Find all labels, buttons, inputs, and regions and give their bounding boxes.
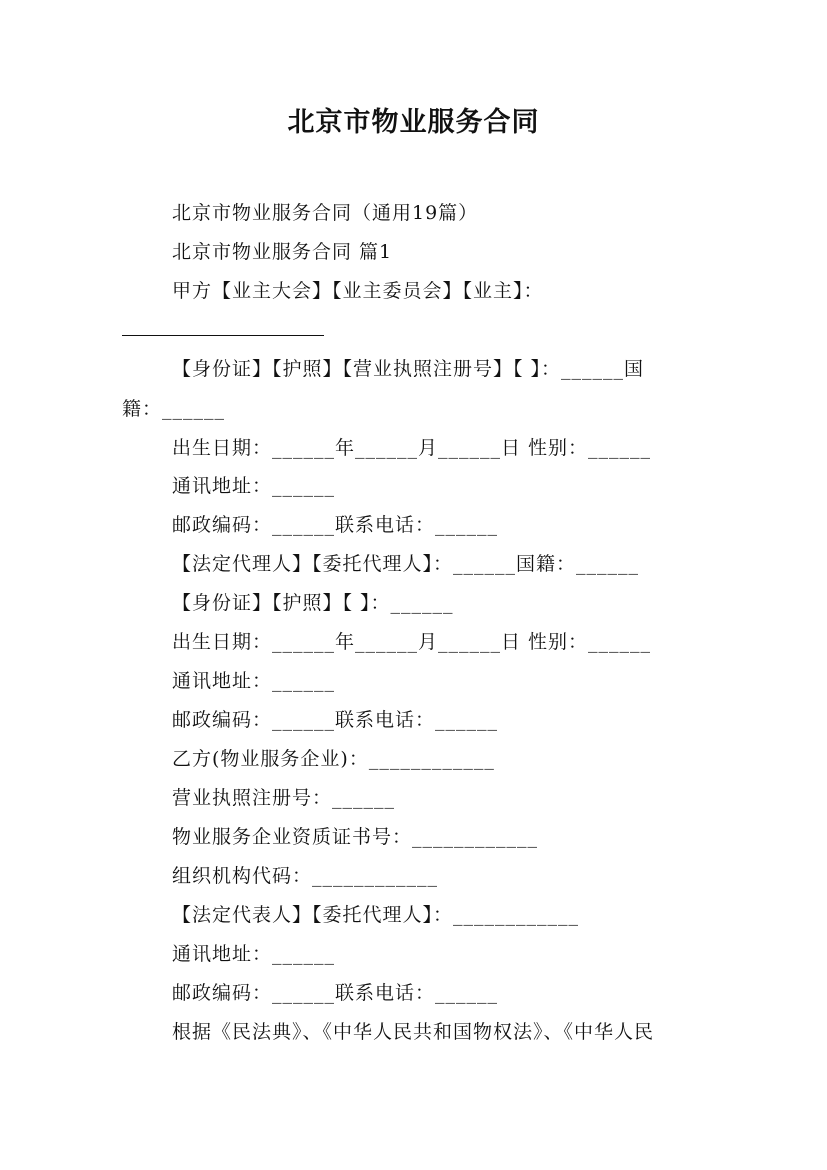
document-title: 北京市物业服务合同	[287, 107, 540, 138]
doc-line-qualification-cert: 物业服务企业资质证书号：____________	[172, 826, 539, 848]
doc-line-birth-gender: 出生日期：______年______月______日 性别：______	[172, 437, 652, 459]
doc-line-address: 通讯地址：______	[172, 475, 336, 497]
doc-line-legal-rep: 【法定代表人】【委托代理人】：____________	[172, 904, 580, 926]
doc-line-agent-id: 【身份证】【护照】【 】：______	[172, 592, 454, 614]
doc-line-nationality: 籍：______	[122, 398, 226, 420]
doc-line-agent-birth-gender: 出生日期：______年______月______日 性别：______	[172, 631, 652, 653]
doc-line-agent-address: 通讯地址：______	[172, 670, 336, 692]
doc-line-party-a-id: 【身份证】【护照】【营业执照注册号】【 】：______国	[172, 358, 645, 380]
doc-line-b-address: 通讯地址：______	[172, 943, 336, 965]
doc-line-license-number: 营业执照注册号：______	[172, 787, 396, 809]
doc-line-postcode-phone: 邮政编码：______联系电话：______	[172, 514, 499, 536]
doc-line-section-heading: 北京市物业服务合同 篇1	[172, 241, 393, 263]
blank-underline	[122, 335, 324, 336]
doc-line-b-postcode-phone: 邮政编码：______联系电话：______	[172, 982, 499, 1004]
doc-line-agent: 【法定代理人】【委托代理人】：______国籍：______	[172, 553, 640, 575]
doc-line-party-a: 甲方【业主大会】【业主委员会】【业主】：	[172, 280, 544, 302]
doc-line-subtitle: 北京市物业服务合同（通用19篇）	[172, 202, 479, 224]
doc-line-agent-postcode-phone: 邮政编码：______联系电话：______	[172, 709, 499, 731]
doc-line-legal-basis: 根据《民法典》、《中华人民共和国物权法》、《中华人民	[172, 1021, 655, 1043]
doc-line-org-code: 组织机构代码：____________	[172, 865, 439, 887]
doc-line-party-b: 乙方(物业服务企业)：____________	[172, 748, 495, 770]
